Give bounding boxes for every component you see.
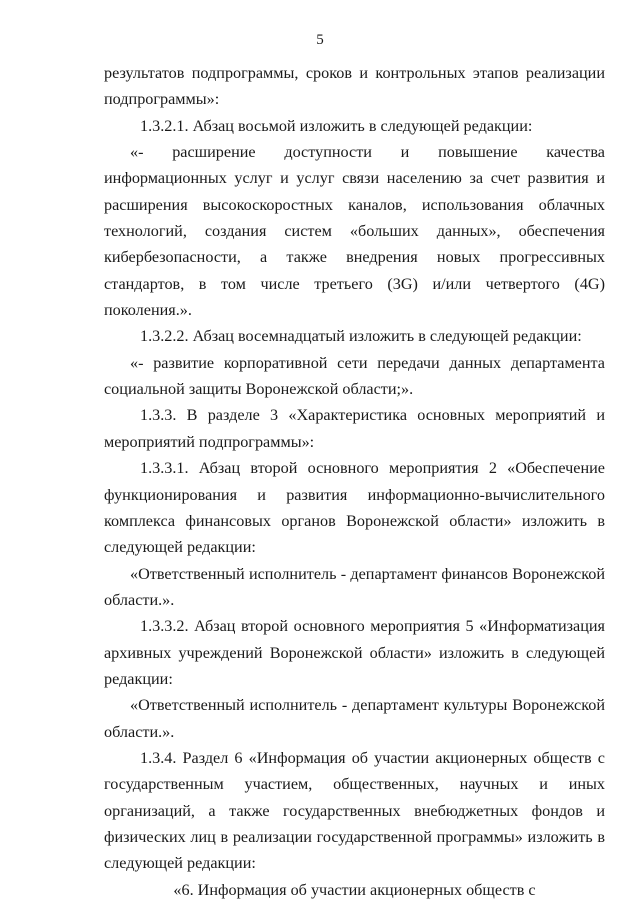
paragraph-1-3-3-1: 1.3.3.1. Абзац второй основного мероприятия 2 «Обеспечение функционирования и развития информационно-вычислительного комплекса финансовых органов Воронежской области» изложить в следующей редакции: xyxy=(104,459,605,557)
paragraph-1-3-2-1: 1.3.2.1. Абзац восьмой изложить в следующей редакции: xyxy=(140,116,533,135)
paragraph-1-3-3-2: 1.3.3.2. Абзац второй основного мероприятия 5 «Информатизация архивных учреждений Воронежской области» изложить в следующей редакции: xyxy=(104,617,605,688)
paragraph-continuation: результатов подпрограммы, сроков и контрольных этапов реализации подпрограммы»: xyxy=(104,64,605,109)
paragraph-1-3-4: 1.3.4. Раздел 6 «Информация об участии акционерных обществ с государственным участием, общественных, научных и иных организаций, а также государственных внебюджетных фондов и физических лиц в реализации государственной программы» изложить в следующей редакции: xyxy=(104,748,605,873)
paragraph-quote-culture: «Ответственный исполнитель - департамент культуры Воронежской области.». xyxy=(104,696,605,741)
paragraph-1-3-2-2: 1.3.2.2. Абзац восемнадцатый изложить в следующей редакции: xyxy=(140,327,582,346)
page-number: 5 xyxy=(316,32,324,48)
section-6-heading: «6. Информация об участии акционерных обществ с xyxy=(173,880,536,899)
paragraph-quote-finance: «Ответственный исполнитель - департамент финансов Воронежской области.». xyxy=(104,564,605,609)
paragraph-quote-broadband: «- расширение доступности и повышение качества информационных услуг и услуг связи населению за счет развития и расширения высокоскоростных каналов, использования облачных технологий, создания систем «больших данных», обеспечения кибербезопасности, а также внедрения новых прогрессивных стандартов, в том числе третьего (3G) и/или четвертого (4G) поколения.». xyxy=(104,143,605,320)
paragraph-1-3-3: 1.3.3. В разделе 3 «Характеристика основных мероприятий и мероприятий подпрограммы»: xyxy=(104,406,605,451)
paragraph-quote-corporate-network: «- развитие корпоративной сети передачи данных департамента социальной защиты Воронежской области;». xyxy=(104,353,605,399)
document-body xyxy=(104,60,605,903)
